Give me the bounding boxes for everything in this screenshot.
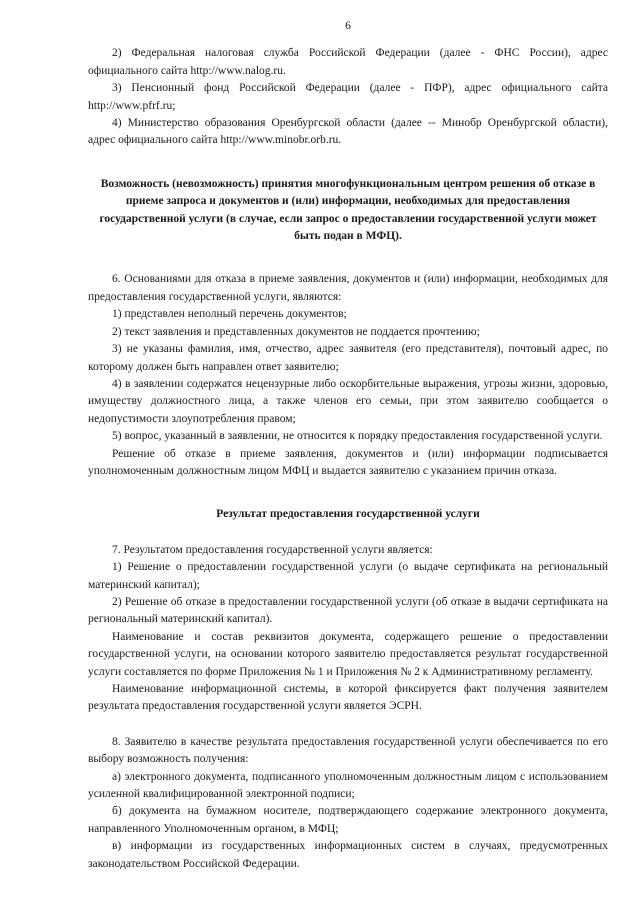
paragraph: 3) не указаны фамилия, имя, отчество, адрес заявителя (его представителя), почтовый адрес, по которому должен быть направлен ответ заявителю; <box>88 343 608 373</box>
paragraph: 7. Результатом предоставления государственной услуги является: <box>112 543 433 556</box>
paragraph: в) информации из государственных информационных систем в случаях, предусмотренных законодательством Российской Федерации. <box>88 840 608 870</box>
paragraph: 2) текст заявления и представленных документов не поддается прочтению; <box>112 325 480 338</box>
paragraph: 2) Решение об отказе в предоставлении государственной услуги (об отказе в выдачи сертификата на региональный материнский капитал). <box>88 595 608 626</box>
paragraph: Наименование информационной системы, в которой фиксируется факт получения заявителем результата предоставления государственной услуги является ЭСРН. <box>88 683 608 713</box>
section-heading-refusal: Возможность (невозможность) принятия многофункциональным центром решения об отказе в приеме запроса и документов и (или) информации, необходимых для предоставления государственной услуги (в случае, если запрос о предоставлении государственной услуги может быть подан в МФЦ). <box>99 177 597 243</box>
paragraph: 4) в заявлении содержатся нецензурные либо оскорбительные выражения, угрозы жизни, здоровью, имуществу должностного лица, а также членов его семьи, при этом заявителю сообщается о недопустимости злоупотребления правом; <box>88 377 608 425</box>
paragraph: 5) вопрос, указанный в заявлении, не относится к порядку предоставления государственной услуги. <box>112 430 603 443</box>
paragraph: 1) представлен неполный перечень документов; <box>112 308 347 321</box>
section-heading-result: Результат предоставления государственной услуги <box>216 508 480 521</box>
agency-list <box>88 45 608 149</box>
result-delivery-section <box>88 734 608 873</box>
result-section <box>88 542 608 716</box>
paragraph: а) электронного документа, подписанного уполномоченным должностным лицом с использованием усиленной квалифицированной электронной подписи; <box>88 770 608 801</box>
paragraph: Наименование и состав реквизитов документа, содержащего решение о предоставлении государственной услуги, на основании которого заявителю предоставляется результат государственной услуги составляется по форме Приложения № 1 и Приложения № 2 к Административному регламенту. <box>88 630 608 678</box>
list-item: 3) Пенсионный фонд Российской Федерации (далее - ПФР), адрес официального сайта http://www.pfrf.ru; <box>88 82 608 112</box>
refusal-grounds <box>88 271 608 480</box>
paragraph: 1) Решение о предоставлении государственной услуги (о выдаче сертификата на региональный материнский капитал); <box>88 561 608 591</box>
paragraph: 6. Основаниями для отказа в приеме заявления, документов и (или) информации, необходимых для предоставления государственной услуги, являются: <box>88 273 608 303</box>
list-item: 2) Федеральная налоговая служба Российской Федерации (далее - ФНС России), адрес официального сайта http://www.nalog.ru. <box>88 47 608 77</box>
list-item: 4) Министерство образования Оренбургской области (далее -- Минобр Оренбургской области), адрес официального сайта http://www.minobr.orb.ru. <box>88 117 608 147</box>
paragraph: Решение об отказе в приеме заявления, документов и (или) информации подписывается уполномоченным должностным лицом МФЦ и выдается заявителю с указанием причин отказа. <box>88 447 608 477</box>
paragraph: б) документа на бумажном носителе, подтверждающего содержание электронного документа, направленного Уполномоченным органом, в МФЦ; <box>88 805 608 835</box>
page-number: 6 <box>345 20 351 32</box>
paragraph: 8. Заявителю в качестве результата предоставления государственной услуги обеспечивается по его выбору возможность получения: <box>88 735 608 766</box>
